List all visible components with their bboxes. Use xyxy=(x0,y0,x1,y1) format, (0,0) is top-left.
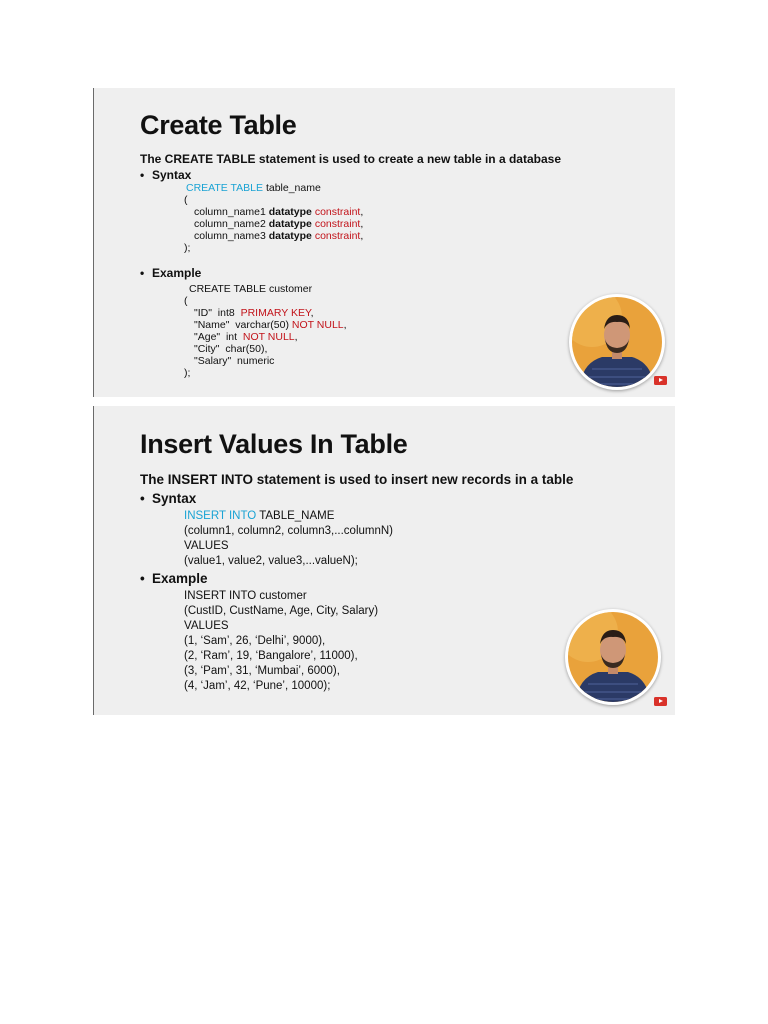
syntax-line-2: (column1, column2, column3,...columnN) xyxy=(184,525,393,537)
syntax-code: CREATE TABLE table_name xyxy=(186,182,321,194)
syntax-col-2: column_name2 datatype constraint, xyxy=(194,218,364,230)
syntax-col-1: column_name1 datatype constraint, xyxy=(194,206,364,218)
example-row-2: "Name" varchar(50) NOT NULL, xyxy=(194,319,347,331)
syntax-bullet: • Syntax xyxy=(140,168,192,182)
presenter-avatar xyxy=(569,294,665,390)
slide-lead: The INSERT INTO statement is used to insert new records in a table xyxy=(140,472,574,487)
example-line: INSERT INTO customer xyxy=(184,590,307,602)
slide-title: Insert Values In Table xyxy=(140,429,408,459)
example-close: ); xyxy=(184,367,191,379)
slide-lead: The CREATE TABLE statement is used to create a new table in a database xyxy=(140,152,561,166)
example-open: ( xyxy=(184,295,188,307)
syntax-open: ( xyxy=(184,194,188,206)
example-row-4: "City" char(50), xyxy=(194,343,268,355)
example-row-5: "Salary" numeric xyxy=(194,355,275,367)
slide-create-table xyxy=(93,88,675,397)
example-bullet: • Example xyxy=(140,266,202,280)
youtube-icon xyxy=(654,697,667,706)
syntax-line-1: INSERT INTO TABLE_NAME xyxy=(184,510,335,522)
example-row-3: "Age" int NOT NULL, xyxy=(194,331,298,343)
syntax-col-3: column_name3 datatype constraint, xyxy=(194,230,364,242)
presenter-avatar xyxy=(565,609,661,705)
example-line: (1, ‘Sam’, 26, ‘Delhi’, 9000), xyxy=(184,635,326,647)
syntax-line-4: (value1, value2, value3,...valueN); xyxy=(184,555,358,567)
youtube-icon xyxy=(654,376,667,385)
example-line: (3, ‘Pam’, 31, ‘Mumbai’, 6000), xyxy=(184,665,340,677)
example-line: (4, ‘Jam’, 42, ‘Pune’, 10000); xyxy=(184,680,331,692)
example-bullet: • Example xyxy=(140,571,208,586)
slide-insert-values xyxy=(93,406,675,715)
presenter-portrait-icon xyxy=(572,297,662,387)
presenter-portrait-icon xyxy=(568,612,658,702)
example-row-1: "ID" int8 PRIMARY KEY, xyxy=(194,307,314,319)
syntax-bullet: • Syntax xyxy=(140,491,197,506)
slide-title: Create Table xyxy=(140,110,297,140)
syntax-line-3: VALUES xyxy=(184,540,229,552)
example-line-1: CREATE TABLE customer xyxy=(189,283,313,295)
syntax-close: ); xyxy=(184,242,191,254)
example-line: VALUES xyxy=(184,620,229,632)
example-line: (2, ‘Ram’, 19, ‘Bangalore’, 11000), xyxy=(184,650,358,662)
example-line: (CustID, CustName, Age, City, Salary) xyxy=(184,605,379,617)
